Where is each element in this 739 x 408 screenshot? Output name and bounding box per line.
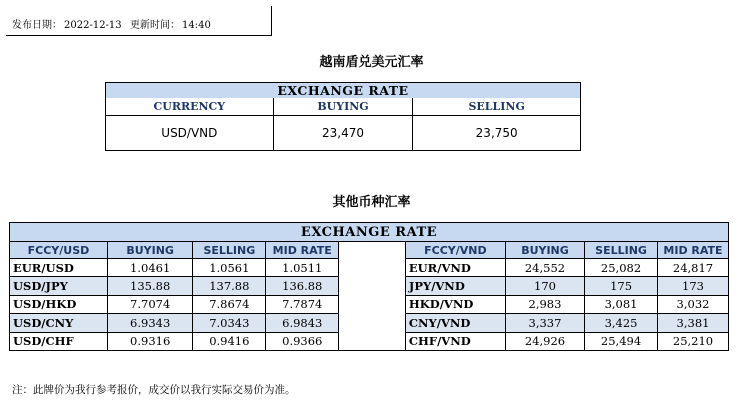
pair-cell: EUR/VND — [405, 259, 505, 277]
pair-cell: USD/HKD — [10, 295, 108, 313]
buying-cell: 23,470 — [273, 115, 413, 150]
other-rates-title: 其他币种汇率 — [332, 195, 411, 210]
column-gap — [339, 277, 406, 295]
date-value: 2022-12-13 — [64, 20, 122, 31]
column-gap — [339, 314, 406, 332]
col-currency: CURRENCY — [106, 98, 274, 115]
column-gap — [339, 332, 406, 350]
selling-cell: 137.88 — [193, 277, 266, 295]
selling-cell: 7.8674 — [193, 295, 266, 313]
table-band: EXCHANGE RATE — [106, 83, 581, 99]
col-selling: SELLING — [413, 98, 581, 115]
date-label: 发布日期： — [12, 20, 62, 31]
vnd-usd-title: 越南盾兑美元汇率 — [319, 55, 424, 70]
selling-cell: 25,494 — [585, 332, 658, 350]
buying-cell: 24,926 — [505, 332, 584, 350]
mid-rate-cell: 25,210 — [658, 332, 729, 350]
table-row — [10, 259, 729, 277]
col-buying: BUYING — [107, 242, 192, 259]
buying-cell: 170 — [505, 277, 584, 295]
pair-cell: HKD/VND — [405, 295, 505, 313]
publish-info — [6, 6, 272, 36]
col-fccy-usd: FCCY/USD — [10, 242, 108, 259]
mid-rate-cell: 7.7874 — [266, 295, 339, 313]
pair-cell: USD/CHF — [10, 332, 108, 350]
buying-cell: 1.0461 — [107, 259, 192, 277]
column-gap — [339, 259, 406, 277]
selling-cell: 3,425 — [585, 314, 658, 332]
mid-rate-cell: 6.9843 — [266, 314, 339, 332]
mid-rate-cell: 173 — [658, 277, 729, 295]
mid-rate-cell: 3,381 — [658, 314, 729, 332]
col-mid-rate: MID RATE — [658, 242, 729, 259]
table-row — [10, 332, 729, 350]
table-row — [10, 314, 729, 332]
mid-rate-cell: 136.88 — [266, 277, 339, 295]
other-rates-table — [9, 222, 729, 351]
pair-cell: JPY/VND — [405, 277, 505, 295]
pair-cell: CNY/VND — [405, 314, 505, 332]
col-buying: BUYING — [505, 242, 584, 259]
time-label: 更新时间： — [130, 20, 181, 31]
selling-cell: 0.9416 — [193, 332, 266, 350]
currency-cell: USD/VND — [106, 115, 274, 150]
disclaimer-note: 注：此牌价为我行参考报价，成交价以我行实际交易价为准。 — [12, 384, 296, 396]
buying-cell: 0.9316 — [107, 332, 192, 350]
buying-cell: 2,983 — [505, 295, 584, 313]
mid-rate-cell: 0.9366 — [266, 332, 339, 350]
col-selling: SELLING — [585, 242, 658, 259]
buying-cell: 24,552 — [505, 259, 584, 277]
buying-cell: 135.88 — [107, 277, 192, 295]
table-band: EXCHANGE RATE — [10, 223, 729, 242]
pair-cell: USD/CNY — [10, 314, 108, 332]
table-row — [10, 295, 729, 313]
selling-cell: 3,081 — [585, 295, 658, 313]
col-selling: SELLING — [193, 242, 266, 259]
selling-cell: 7.0343 — [193, 314, 266, 332]
mid-rate-cell: 1.0511 — [266, 259, 339, 277]
mid-rate-cell: 24,817 — [658, 259, 729, 277]
pair-cell: CHF/VND — [405, 332, 505, 350]
selling-cell: 23,750 — [413, 115, 581, 150]
col-fccy-vnd: FCCY/VND — [405, 242, 505, 259]
buying-cell: 3,337 — [505, 314, 584, 332]
selling-cell: 175 — [585, 277, 658, 295]
vnd-usd-rate-table — [105, 82, 581, 151]
pair-cell: EUR/USD — [10, 259, 108, 277]
pair-cell: USD/JPY — [10, 277, 108, 295]
column-gap — [339, 242, 406, 259]
buying-cell: 6.9343 — [107, 314, 192, 332]
column-gap — [339, 295, 406, 313]
selling-cell: 25,082 — [585, 259, 658, 277]
col-mid-rate: MID RATE — [266, 242, 339, 259]
mid-rate-cell: 3,032 — [658, 295, 729, 313]
selling-cell: 1.0561 — [193, 259, 266, 277]
table-row — [10, 277, 729, 295]
time-value: 14:40 — [182, 20, 211, 31]
buying-cell: 7.7074 — [107, 295, 192, 313]
col-buying: BUYING — [273, 98, 413, 115]
